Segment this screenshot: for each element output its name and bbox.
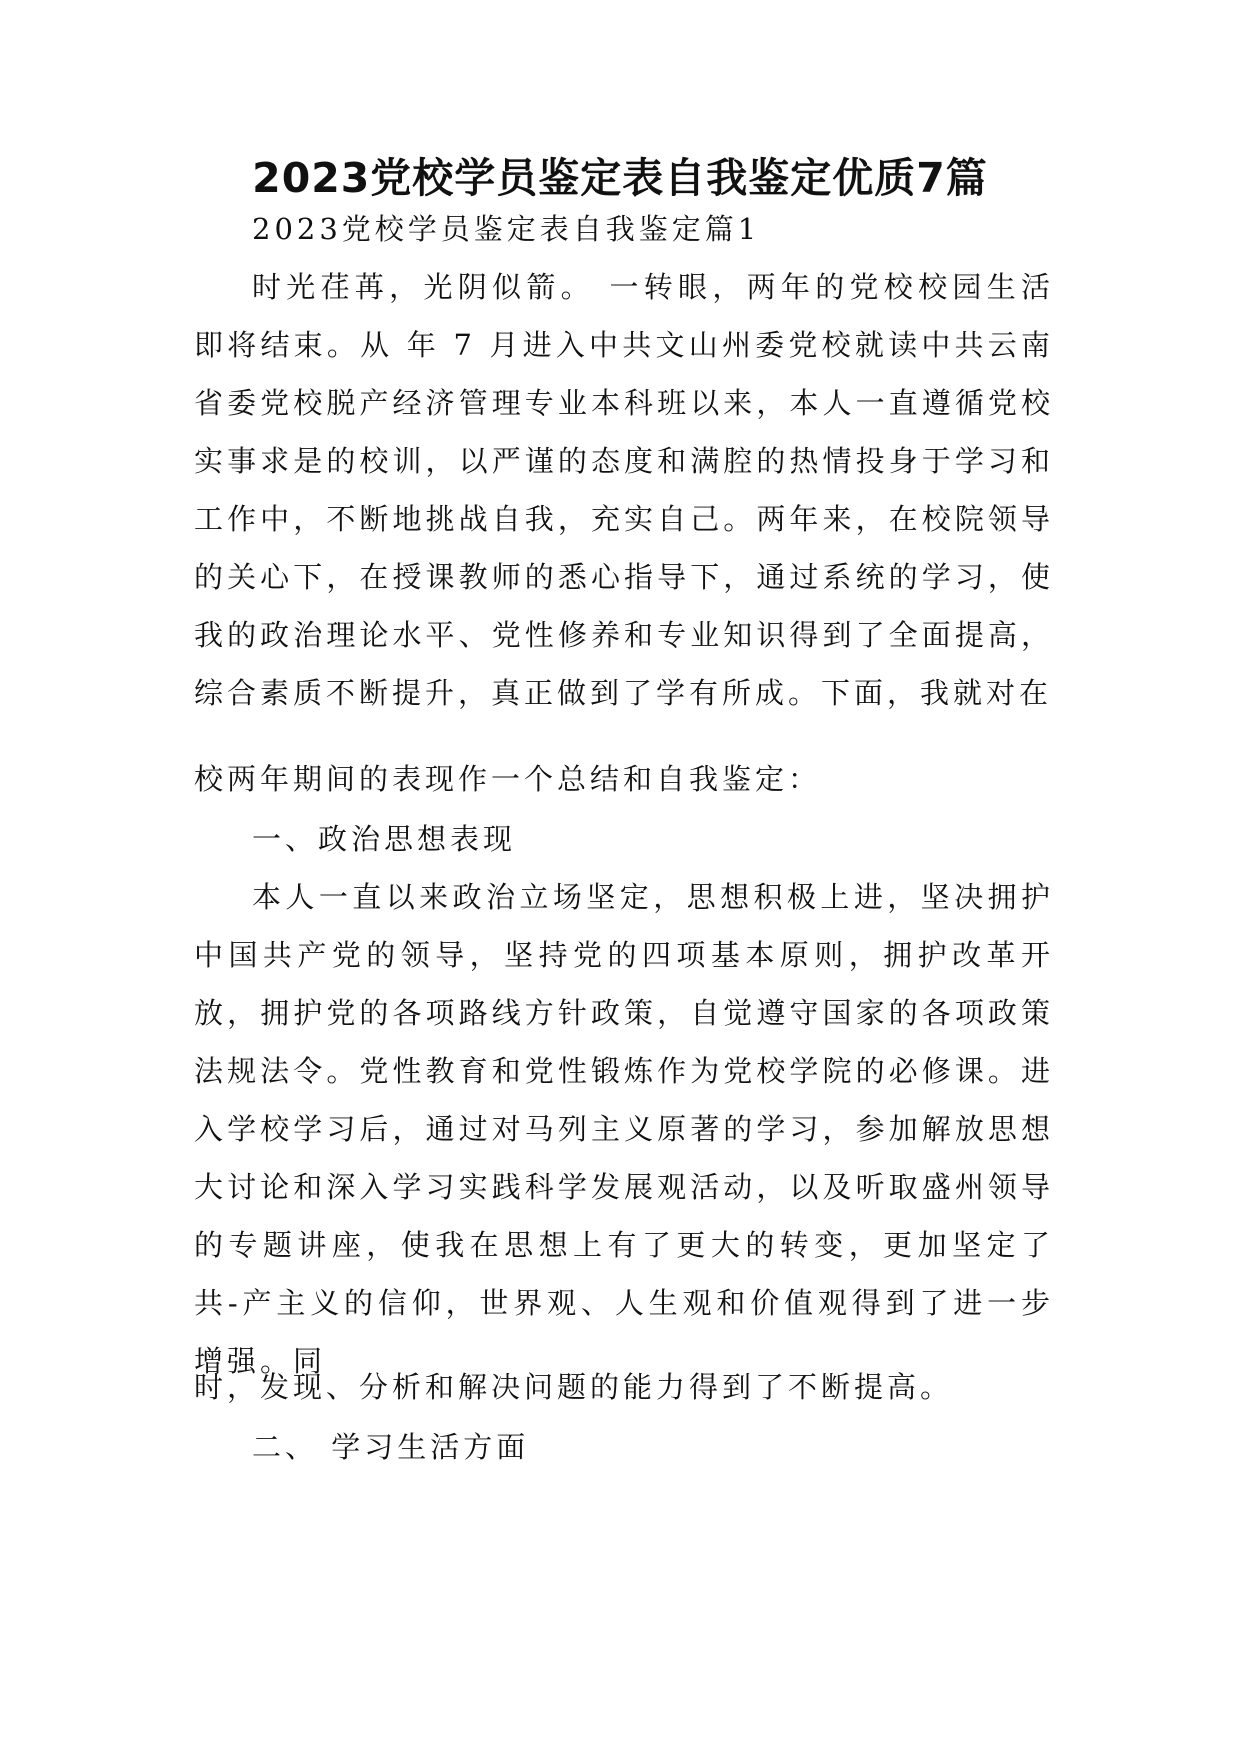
paragraph-political: 本人一直以来政治立场坚定，思想积极上进，坚决拥护中国共产党的领导，坚持党的四项基本原则，拥护改革开放，拥护党的各项路线方针政策，自觉遵守国家的各项政策法规法令。党性教育和党性锻炼作为党校学院的必修课。进入学校学习后，通过对马列主义原著的学习，参加解放思想大讨论和深入学习实践科学发展观活动，以及听取盛州领导的专题讲座，使我在思想上有了更大的转变，更加坚定了共-产主义的信仰，世界观、人生观和价值观得到了进一步增强。同 [194, 880, 1054, 1378]
paragraph-intro-tail: 校两年期间的表现作一个总结和自我鉴定： [194, 762, 822, 796]
document-title: 2023党校学员鉴定表自我鉴定优质7篇 [252, 154, 988, 202]
section-heading-political: 一、政治思想表现 [252, 822, 517, 856]
paragraph-political-tail: 时，发现、分析和解决问题的能力得到了不断提高。 [194, 1370, 954, 1404]
article-subtitle: 2023党校学员鉴定表自我鉴定篇1 [252, 212, 761, 246]
paragraph-intro: 时光荏苒，光阴似箭。 一转眼，两年的党校校园生活即将结束。从 年 7 月进入中共文山州委党校就读中共云南省委党校脱产经济管理专业本科班以来，本人一直遵循党校实事求是的校训，以严谨的态度和满腔的热情投身于学习和工作中，不断地挑战自我，充实自己。两年来，在校院领导的关心下，在授课教师的悉心指导下，通过系统的学习，使我的政治理论水平、党性修养和专业知识得到了全面提高，综合素质不断提升，真正做到了学有所成。下面，我就对在 [194, 270, 1054, 710]
section-heading-study: 二、 学习生活方面 [252, 1430, 530, 1464]
